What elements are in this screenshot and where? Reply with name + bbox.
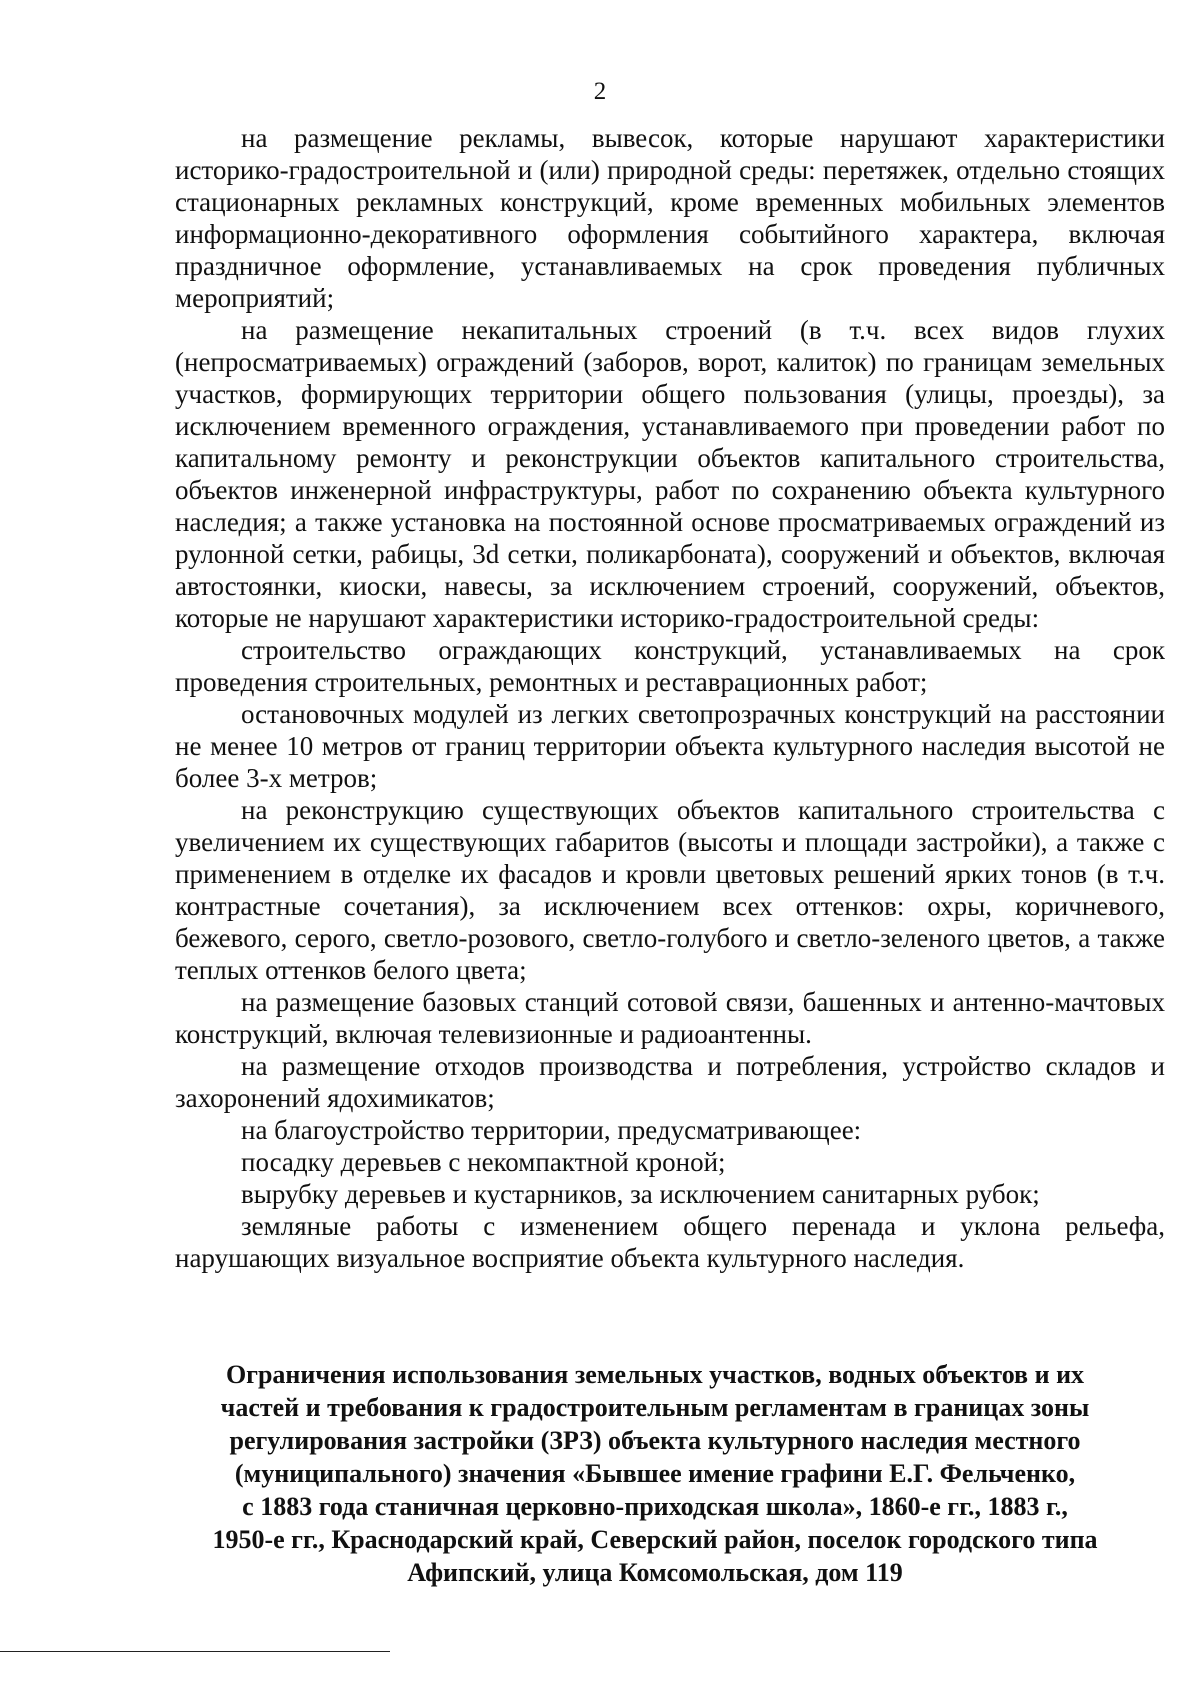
footnote-separator [0, 1651, 390, 1652]
paragraph-bus-stops: остановочных модулей из легких светопрозрачных конструкций на расстоянии не менее 10 метров от границ территории объекта культурного наследия высотой не более 3-х метров; [175, 699, 1165, 793]
body-text [175, 122, 1165, 1274]
paragraph-reconstruction: на реконструкцию существующих объектов капитального строительства с увеличением их существующих габаритов (высоты и площади застройки), а также с применением в отделке их фасадов и кровли цветовых решений ярких тонов (в т.ч. контрастные сочетания), за исключением всех оттенков: охры, коричневого, бежевого, серого, светло-розового, светло-голубого и светло-зеленого цветов, а также теплых оттенков белого цвета; [175, 795, 1165, 985]
paragraph-waste: на размещение отходов производства и потребления, устройство складов и захоронений ядохимикатов; [175, 1051, 1165, 1113]
heading-line: с 1883 года станичная церковно-приходская школа», 1860-е гг., 1883 г., [242, 1492, 1068, 1521]
page-number: 2 [593, 78, 607, 105]
heading-line: регулирования застройки (ЗРЗ) объекта культурного наследия местного [229, 1426, 1081, 1455]
paragraph-fencing-construction: строительство ограждающих конструкций, устанавливаемых на срок проведения строительных, ремонтных и реставрационных работ; [175, 635, 1165, 697]
paragraph-temporary-structures: на размещение некапитальных строений (в т.ч. всех видов глухих (непросматриваемых) ограждений (заборов, ворот, калиток) по границам земельных участков, формирующих территории общего пользования (улицы, проезды), за исключением временного ограждения, устанавливаемого при проведении работ по капитальному ремонту и реконструкции объектов капитального строительства, объектов инженерной инфраструктуры, работ по сохранению объекта культурного наследия; а также установка на постоянной основе просматриваемых ограждений из рулонной сетки, рабицы, 3d сетки, поликарбоната), сооружений и объектов, включая автостоянки, киоски, навесы, за исключением строений, сооружений, объектов, которые не нарушают характеристики историко-градостроительной среды: [175, 315, 1165, 633]
section-heading [150, 1358, 1160, 1589]
heading-line: частей и требования к градостроительным регламентам в границах зоны [220, 1393, 1090, 1422]
paragraph-landscaping: на благоустройство территории, предусматривающее: [241, 1115, 862, 1145]
heading-line: (муниципального) значения «Бывшее имение графини Е.Г. Фельченко, [234, 1459, 1076, 1488]
paragraph-advertising: на размещение рекламы, вывесок, которые нарушают характеристики историко-градостроительной и (или) природной среды: перетяжек, отдельно стоящих стационарных рекламных конструкций, кроме временных мобильных элементов информационно-декоративного оформления событийного характера, включая праздничное оформление, устанавливаемых на срок проведения публичных мероприятий; [175, 123, 1165, 313]
paragraph-base-stations: на размещение базовых станций сотовой связи, башенных и антенно-мачтовых конструкций, включая телевизионные и радиоантенны. [175, 987, 1165, 1049]
paragraph-tree-felling: вырубку деревьев и кустарников, за исключением санитарных рубок; [241, 1179, 1040, 1209]
paragraph-earthworks: земляные работы с изменением общего перенада и уклона рельефа, нарушающих визуальное восприятие объекта культурного наследия. [175, 1211, 1165, 1273]
heading-line: Афипский, улица Комсомольская, дом 119 [407, 1558, 903, 1587]
heading-line: 1950-е гг., Краснодарский край, Северский район, поселок городского типа [212, 1525, 1098, 1554]
paragraph-tree-planting: посадку деревьев с некомпактной кроной; [241, 1147, 726, 1177]
heading-line: Ограничения использования земельных участков, водных объектов и их [225, 1360, 1085, 1389]
